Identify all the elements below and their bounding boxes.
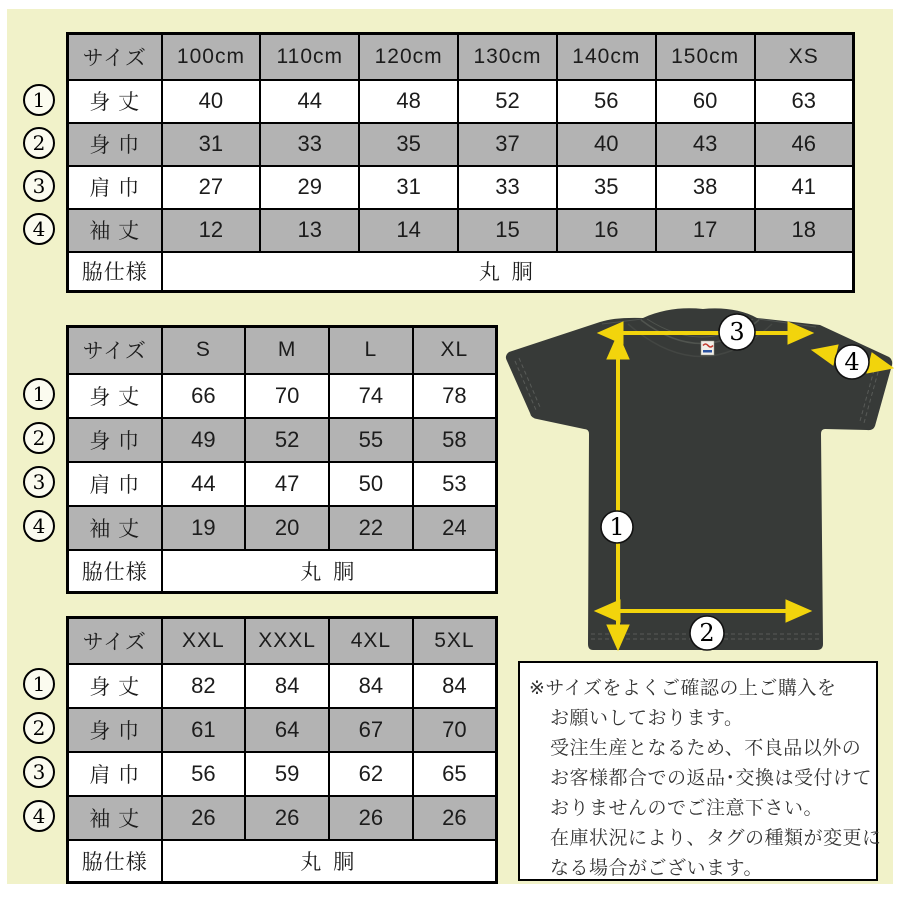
measurement-value: 44 [162, 462, 246, 506]
measurement-value: 12 [162, 209, 261, 252]
measurement-label: 身 丈 [68, 374, 162, 418]
size-column-header: 5XL [413, 618, 497, 664]
table-row [68, 708, 497, 752]
measurement-value: 35 [557, 166, 656, 209]
measurement-value: 58 [413, 418, 497, 462]
notice-line: なる場合がございます。 [550, 858, 763, 879]
measurement-value: 66 [162, 374, 246, 418]
measurement-value: 26 [162, 796, 246, 840]
measurement-value: 78 [413, 374, 497, 418]
measurement-value: 50 [329, 462, 413, 506]
measurement-value: 70 [245, 374, 329, 418]
table-row [68, 123, 854, 166]
row-marker-4: 4 [23, 800, 55, 832]
measurement-value: 67 [329, 708, 413, 752]
size-header-label: サイズ [68, 618, 162, 664]
table-row [68, 166, 854, 209]
size-column-header: M [245, 327, 329, 374]
measurement-label: 袖 丈 [68, 209, 162, 252]
measurement-value: 26 [245, 796, 329, 840]
size-column-header: L [329, 327, 413, 374]
size-column-header: 140cm [557, 34, 656, 80]
measurement-value: 33 [260, 123, 359, 166]
row-marker-4: 4 [23, 510, 55, 542]
measurement-value: 31 [359, 166, 458, 209]
measurement-value: 37 [458, 123, 557, 166]
measurement-label: 身 巾 [68, 418, 162, 462]
table-row [68, 796, 497, 840]
row-marker-2: 2 [23, 127, 55, 159]
measurement-label: 肩 巾 [68, 752, 162, 796]
row-marker-2: 2 [23, 712, 55, 744]
size-column-header: 130cm [458, 34, 557, 80]
measurement-value: 22 [329, 506, 413, 550]
measurement-value: 46 [755, 123, 854, 166]
measurement-value: 49 [162, 418, 246, 462]
measurement-value: 84 [329, 664, 413, 708]
measurement-value: 70 [413, 708, 497, 752]
size-table-adult [66, 325, 498, 594]
measurement-value: 24 [413, 506, 497, 550]
measurement-value: 13 [260, 209, 359, 252]
measurement-value: 38 [656, 166, 755, 209]
measurement-value: 29 [260, 166, 359, 209]
svg-text:3: 3 [729, 318, 745, 346]
measure-marker-3 [719, 314, 755, 350]
notice-line: ※サイズをよくご確認の上ご購入を [529, 678, 837, 699]
measurement-value: 17 [656, 209, 755, 252]
svg-text:4: 4 [844, 348, 860, 376]
notice-line: 受注生産となるため、不良品以外の [550, 738, 862, 759]
measurement-value: 40 [557, 123, 656, 166]
measurement-value: 26 [329, 796, 413, 840]
measurement-value: 35 [359, 123, 458, 166]
measurement-value: 82 [162, 664, 246, 708]
measurement-value: 53 [413, 462, 497, 506]
table-row [68, 80, 854, 123]
side-spec-value: 丸 胴 [162, 840, 497, 883]
notice-line: おりませんのでご注意下さい。 [550, 798, 824, 819]
table-row [68, 418, 497, 462]
side-spec-label: 脇仕様 [68, 550, 162, 593]
svg-text:1: 1 [609, 513, 625, 541]
side-spec-value: 丸 胴 [162, 252, 854, 292]
row-marker-2: 2 [23, 422, 55, 454]
notice-line: お客様都合での返品･交換は受付けて [550, 768, 873, 789]
row-marker-4: 4 [23, 213, 55, 245]
size-column-header: S [162, 327, 246, 374]
measurement-value: 65 [413, 752, 497, 796]
size-column-header: 150cm [656, 34, 755, 80]
measurement-value: 64 [245, 708, 329, 752]
measurement-value: 56 [162, 752, 246, 796]
table-row [68, 506, 497, 550]
measurement-value: 31 [162, 123, 261, 166]
measurement-value: 16 [557, 209, 656, 252]
table-row [68, 664, 497, 708]
measurement-value: 52 [458, 80, 557, 123]
row-marker-3: 3 [23, 466, 55, 498]
row-marker-1: 1 [23, 668, 55, 700]
measurement-label: 身 丈 [68, 664, 162, 708]
measurement-label: 身 丈 [68, 80, 162, 123]
purchase-notice-box [518, 661, 882, 881]
measurement-value: 18 [755, 209, 854, 252]
measurement-value: 60 [656, 80, 755, 123]
measurement-value: 19 [162, 506, 246, 550]
measurement-value: 59 [245, 752, 329, 796]
measurement-value: 47 [245, 462, 329, 506]
size-column-header: XS [755, 34, 854, 80]
svg-text:2: 2 [699, 619, 715, 647]
measurement-value: 14 [359, 209, 458, 252]
measurement-value: 20 [245, 506, 329, 550]
notice-line: 在庫状況により、タグの種類が変更に [550, 828, 882, 849]
measurement-value: 61 [162, 708, 246, 752]
size-column-header: 110cm [260, 34, 359, 80]
measure-marker-4 [835, 345, 869, 379]
measurement-label: 袖 丈 [68, 506, 162, 550]
measurement-value: 74 [329, 374, 413, 418]
table-row [68, 462, 497, 506]
measurement-value: 27 [162, 166, 261, 209]
measurement-label: 肩 巾 [68, 462, 162, 506]
side-spec-label: 脇仕様 [68, 840, 162, 883]
size-header-label: サイズ [68, 327, 162, 374]
measurement-label: 身 巾 [68, 708, 162, 752]
purchase-notice-lines [529, 674, 882, 884]
notice-line: お願いしております。 [550, 708, 744, 729]
side-spec-label: 脇仕様 [68, 252, 162, 292]
brand-tag [701, 341, 714, 355]
table-row [68, 752, 497, 796]
measurement-value: 44 [260, 80, 359, 123]
measurement-value: 62 [329, 752, 413, 796]
size-table-kids [66, 32, 855, 293]
measurement-label: 袖 丈 [68, 796, 162, 840]
measurement-value: 55 [329, 418, 413, 462]
table-row [68, 209, 854, 252]
size-column-header: 4XL [329, 618, 413, 664]
size-column-header: XXL [162, 618, 246, 664]
size-table-big [66, 616, 498, 884]
measurement-value: 15 [458, 209, 557, 252]
measurement-value: 40 [162, 80, 261, 123]
measurement-value: 63 [755, 80, 854, 123]
size-column-header: 120cm [359, 34, 458, 80]
side-spec-value: 丸 胴 [162, 550, 497, 593]
measurement-value: 26 [413, 796, 497, 840]
measurement-value: 33 [458, 166, 557, 209]
measurement-value: 84 [245, 664, 329, 708]
table-row [68, 374, 497, 418]
measure-marker-2 [690, 616, 724, 650]
measurement-value: 56 [557, 80, 656, 123]
measurement-label: 肩 巾 [68, 166, 162, 209]
measurement-value: 52 [245, 418, 329, 462]
measurement-value: 48 [359, 80, 458, 123]
size-column-header: 100cm [162, 34, 261, 80]
measurement-value: 41 [755, 166, 854, 209]
measurement-label: 身 巾 [68, 123, 162, 166]
row-marker-3: 3 [23, 756, 55, 788]
measurement-value: 43 [656, 123, 755, 166]
measure-marker-1 [601, 511, 633, 543]
tshirt-measure-diagram [495, 297, 900, 662]
row-marker-1: 1 [23, 84, 55, 116]
row-marker-3: 3 [23, 170, 55, 202]
row-marker-1: 1 [23, 378, 55, 410]
size-column-header: XL [413, 327, 497, 374]
measurement-value: 84 [413, 664, 497, 708]
size-column-header: XXXL [245, 618, 329, 664]
size-header-label: サイズ [68, 34, 162, 80]
